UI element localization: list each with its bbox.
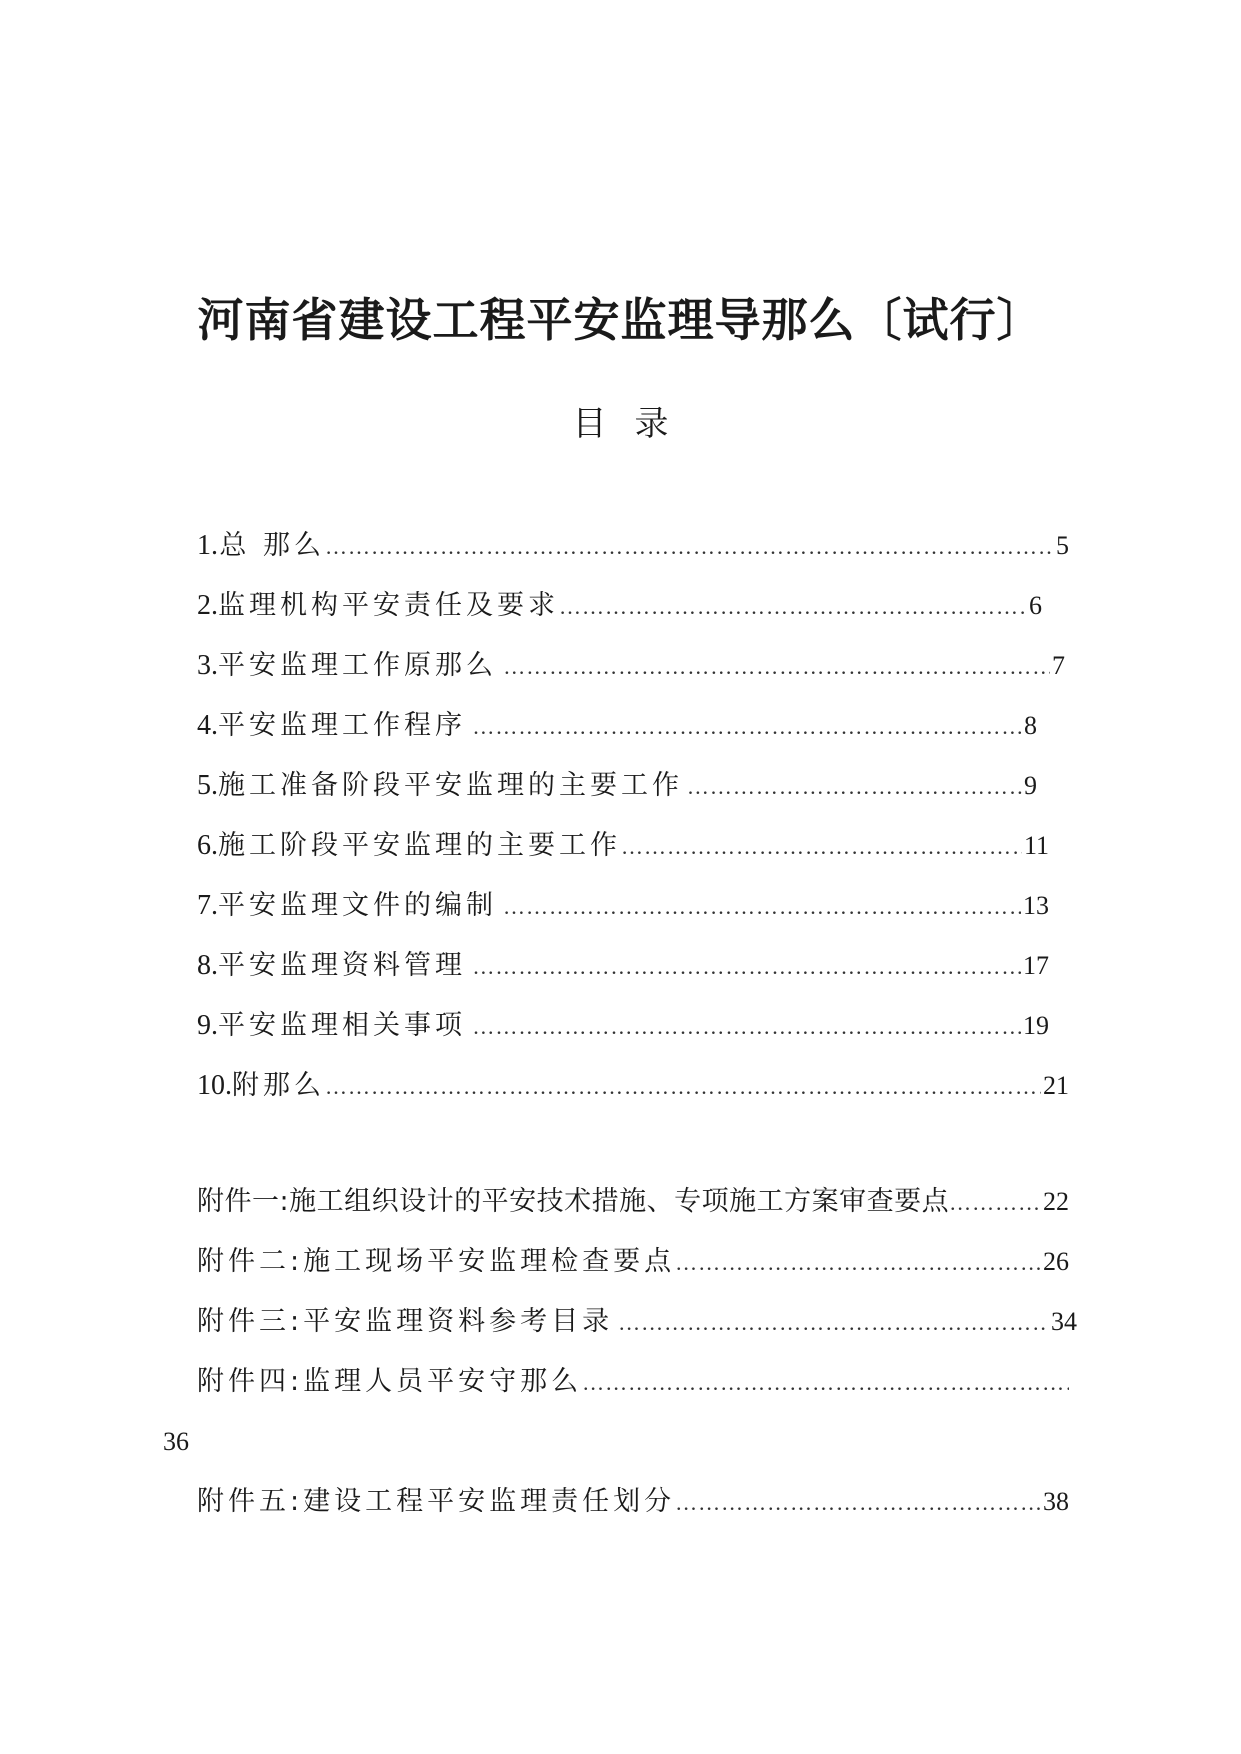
toc-entry-number: 2. bbox=[197, 590, 218, 621]
toc-entry-label: 监理机构平安责任及要求 bbox=[218, 590, 559, 621]
toc-entry-number: 3. bbox=[197, 650, 218, 681]
toc-entry[interactable] bbox=[197, 646, 1065, 687]
toc-dot-leader bbox=[675, 1483, 1041, 1523]
toc-entry-number: 10. bbox=[197, 1070, 232, 1101]
toc-dot-leader bbox=[325, 1067, 1041, 1107]
toc-entry[interactable] bbox=[197, 826, 1049, 867]
toc-entry-page: 9 bbox=[1024, 771, 1037, 800]
toc-dot-leader bbox=[621, 827, 1022, 867]
appendix-entry-page: 38 bbox=[1043, 1487, 1069, 1516]
toc-entry-label: 附那么 bbox=[232, 1070, 325, 1101]
toc-dot-leader bbox=[503, 647, 1050, 687]
toc-entry[interactable] bbox=[197, 526, 1069, 567]
appendix-entry-label: 附件一:施工组织设计的平安技术措施、专项施工方案审查要点 bbox=[197, 1186, 950, 1217]
toc-entry[interactable] bbox=[197, 586, 1042, 627]
toc-dot-leader bbox=[472, 1007, 1021, 1047]
toc-entry-page: 13 bbox=[1023, 891, 1049, 920]
toc-dot-leader bbox=[687, 767, 1022, 807]
toc-entry-page: 11 bbox=[1023, 831, 1049, 860]
toc-entry[interactable] bbox=[197, 706, 1037, 747]
toc-entry-number: 6. bbox=[197, 830, 218, 861]
appendix-entry-label: 附件二:施工现场平安监理检查要点 bbox=[197, 1246, 676, 1277]
toc-entry-page: 21 bbox=[1043, 1071, 1069, 1100]
toc-dot-leader bbox=[559, 587, 1027, 627]
toc-entry-label: 平安监理相关事项 bbox=[218, 1010, 466, 1041]
toc-entry-number: 5. bbox=[197, 770, 218, 801]
toc-entry-page: 8 bbox=[1024, 711, 1037, 740]
toc-entry-page: 17 bbox=[1023, 951, 1049, 980]
toc-entry-page: 5 bbox=[1056, 531, 1069, 560]
appendix-entry-page: 34 bbox=[1051, 1307, 1077, 1336]
toc-entry-number: 7. bbox=[197, 890, 218, 921]
appendix-entry[interactable] bbox=[197, 1482, 1069, 1523]
appendix-entry-page: 26 bbox=[1043, 1247, 1069, 1276]
appendix-entry[interactable] bbox=[197, 1362, 1069, 1403]
toc-entry-label: 平安监理工作原那么 bbox=[218, 650, 497, 681]
toc-entry-label: 平安监理资料管理 bbox=[218, 950, 466, 981]
appendix-entry[interactable] bbox=[197, 1242, 1069, 1283]
toc-heading: 目录 bbox=[572, 404, 697, 444]
appendix-entry-label: 附件三:平安监理资料参考目录 bbox=[197, 1306, 614, 1337]
document-title: 河南省建设工程平安监理导那么〔试行〕 bbox=[197, 293, 1044, 347]
toc-dot-leader bbox=[472, 707, 1022, 747]
toc-entry[interactable] bbox=[197, 1006, 1049, 1047]
toc-entry-label: 施工准备阶段平安监理的主要工作 bbox=[218, 770, 683, 801]
appendix-entry-label: 附件五:建设工程平安监理责任划分 bbox=[197, 1486, 676, 1517]
toc-entry[interactable] bbox=[197, 946, 1049, 987]
toc-entry[interactable] bbox=[197, 886, 1049, 927]
toc-entry[interactable] bbox=[197, 766, 1037, 807]
toc-entry-label: 施工阶段平安监理的主要工作 bbox=[218, 830, 621, 861]
appendix-entry-label: 附件四:监理人员平安守那么 bbox=[197, 1366, 583, 1397]
appendix-entry-page: 36 bbox=[163, 1427, 189, 1456]
toc-dot-leader bbox=[582, 1363, 1069, 1403]
appendix-entry[interactable] bbox=[197, 1182, 1069, 1223]
toc-entry-label: 平安监理工作程序 bbox=[218, 710, 466, 741]
toc-entry[interactable] bbox=[197, 1066, 1069, 1107]
toc-entry-page: 7 bbox=[1052, 651, 1065, 680]
toc-dot-leader bbox=[618, 1303, 1049, 1343]
toc-entry-page: 6 bbox=[1029, 591, 1042, 620]
toc-entry-number: 4. bbox=[197, 710, 218, 741]
toc-dot-leader bbox=[325, 527, 1054, 567]
appendix-entry[interactable] bbox=[197, 1302, 1077, 1343]
toc-entry-label: 平安监理文件的编制 bbox=[218, 890, 497, 921]
appendix-entry-page: 22 bbox=[1043, 1187, 1069, 1216]
toc-entry-number: 9. bbox=[197, 1010, 218, 1041]
toc-dot-leader bbox=[472, 947, 1021, 987]
toc-dot-leader bbox=[949, 1183, 1041, 1223]
toc-entry-number: 8. bbox=[197, 950, 218, 981]
toc-dot-leader bbox=[503, 887, 1021, 927]
toc-entry-number: 1. bbox=[197, 530, 218, 561]
toc-dot-leader bbox=[675, 1243, 1041, 1283]
toc-entry-label: 总 那么 bbox=[219, 530, 325, 561]
toc-entry-page: 19 bbox=[1023, 1011, 1049, 1040]
